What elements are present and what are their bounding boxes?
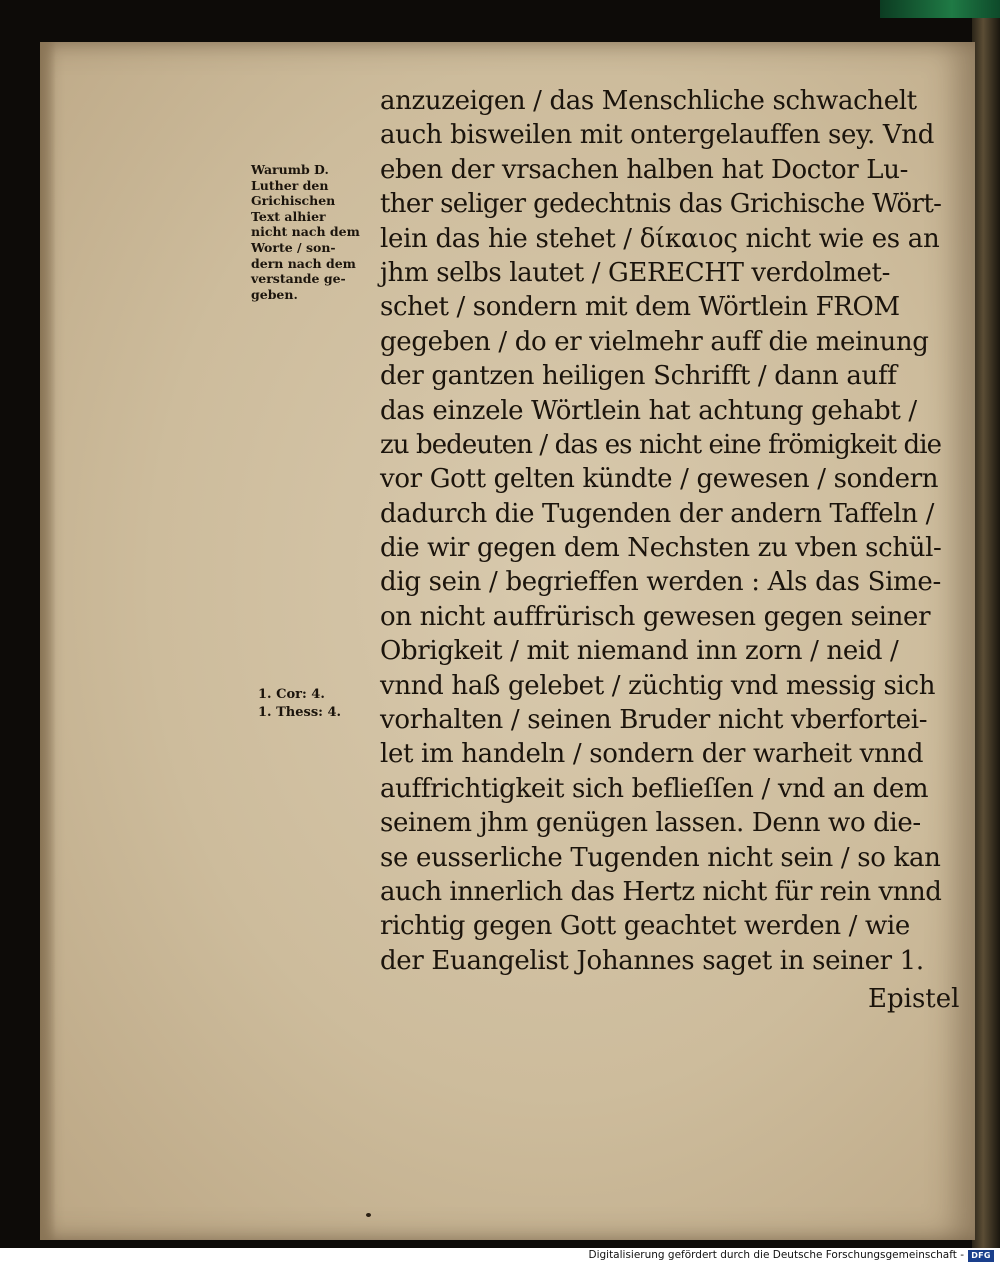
text-line: dig sein / begrieffen werden : Als das Sime-: [380, 567, 941, 598]
text-line: vnnd haß gelebet / züchtig vnd messig sich: [380, 670, 936, 701]
text-line: auch innerlich das Hertz nicht für rein vnnd: [380, 876, 942, 907]
text-line: auffrichtigkeit sich beflieſſen / vnd an dem: [380, 773, 929, 804]
text-line: vorhalten / seinen Bruder nicht vberfortei-: [380, 705, 928, 736]
text-line: anzuzeigen / das Menschliche schwachelt: [380, 86, 917, 116]
text-line: auch bisweilen mit ontergelauffen sey. Vnd: [380, 120, 935, 151]
text-line: Obrigkeit / mit niemand inn zorn / neid /: [380, 636, 899, 667]
marginal-note-line: Text alhier: [251, 208, 326, 224]
text-line: seinem jhm genügen lassen. Denn wo die-: [380, 808, 921, 839]
text-line: zu bedeuten / das es nicht eine frömigkeit die: [380, 429, 942, 460]
page-gutter-shadow: [40, 42, 56, 1240]
marginal-scripture-refs: [258, 686, 341, 722]
text-line: eben der vrsachen halben hat Doctor Lu-: [380, 154, 909, 185]
text-line: se eusserliche Tugenden nicht sein / so kan: [380, 842, 941, 873]
ink-speck: [366, 1213, 371, 1217]
scripture-ref: 1. Cor: 4.: [258, 687, 325, 702]
marginal-note-line: geben.: [251, 286, 298, 302]
funding-notice: Digitalisierung gefördert durch die Deutsche Forschungsgemeinschaft -: [588, 1249, 964, 1261]
text-line: let im handeln / sondern der warheit vnnd: [380, 739, 924, 770]
scripture-ref: 1. Thess: 4.: [258, 705, 342, 720]
text-line: schet / sondern mit dem Wörtlein FROM: [380, 292, 900, 323]
marginal-note-line: Worte / son-: [251, 239, 336, 255]
marginal-note-line: Warumb D.: [251, 162, 329, 177]
text-line: die wir gegen dem Nechsten zu vben schül-: [380, 533, 942, 564]
text-line: vor Gott gelten kündte / gewesen / sondern: [380, 464, 939, 495]
text-line: richtig gegen Gott geachtet werden / wie: [380, 911, 910, 942]
book-binding-edge: [972, 0, 1000, 1248]
text-line: das einzele Wörtlein hat achtung gehabt /: [380, 395, 917, 426]
text-line: jhm selbs lautet / GERECHT verdolmet-: [380, 257, 891, 288]
text-line: der gantzen heiligen Schrifft / dann auff: [380, 361, 897, 392]
text-line: lein das hie stehet / δίκαιος nicht wie es an: [380, 223, 940, 254]
text-line: dadurch die Tugenden der andern Taffeln /: [380, 498, 935, 529]
catchword: Epistel: [868, 984, 960, 1014]
marginal-note-line: Luther den: [251, 177, 329, 193]
text-line: ther seliger gedechtnis das Grichische Wört-: [380, 189, 942, 220]
text-line: on nicht auffrürisch gewesen gegen seiner: [380, 601, 931, 632]
dfg-logo: DFG: [968, 1250, 994, 1262]
cover-green-strip: [880, 0, 1000, 18]
digitization-footer: [0, 1248, 1000, 1265]
text-line: gegeben / do er vielmehr auff die meinung: [380, 326, 929, 357]
marginal-note-line: verstande ge-: [251, 271, 346, 287]
text-line: der Euangelist Johannes saget in seiner 1.: [380, 945, 924, 976]
marginal-note: [251, 162, 381, 302]
marginal-note-line: Grichischen: [251, 193, 336, 209]
marginal-note-line: dern nach dem: [251, 255, 356, 271]
marginal-note-line: nicht nach dem: [251, 224, 360, 240]
main-text-block: [380, 84, 960, 978]
